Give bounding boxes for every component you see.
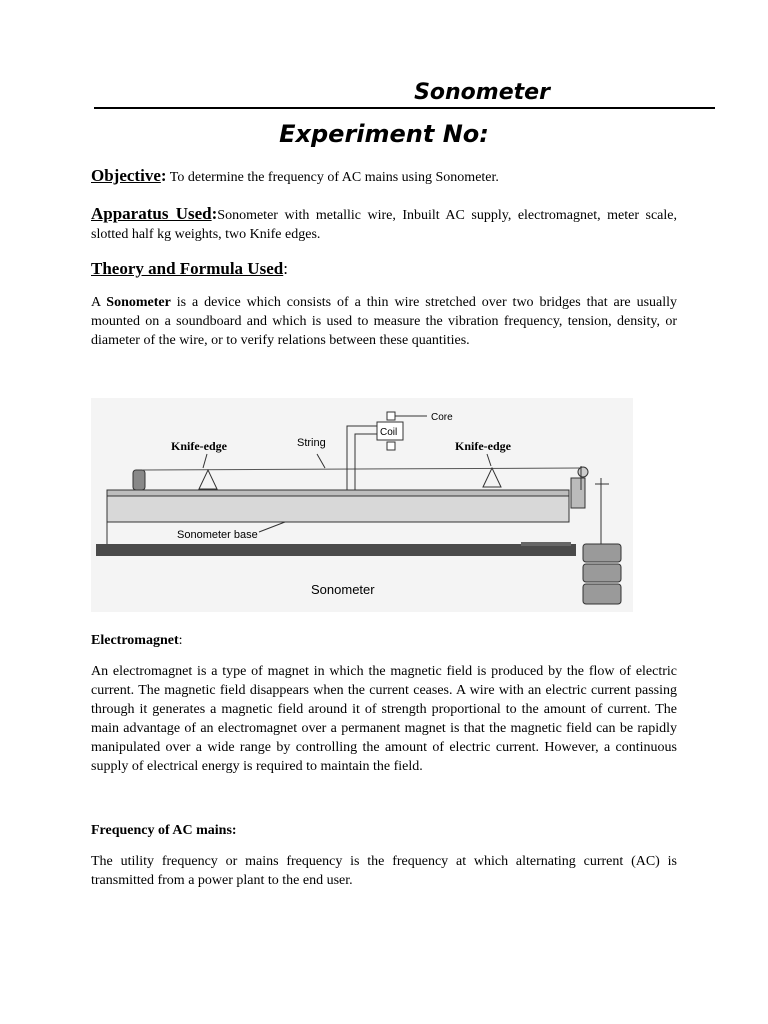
electromagnet-heading-text: Electromagnet [91, 633, 179, 648]
objective-paragraph [91, 166, 677, 187]
ac-mains-paragraph: The utility frequency or mains frequency is the frequency at which alternating current (AC) is transmitted from a power plant to the end user. [91, 854, 677, 888]
ground-base [96, 544, 576, 556]
base-foot [521, 542, 571, 546]
electromagnet-heading [91, 631, 677, 650]
sonometer-box-top [107, 490, 569, 496]
label-sonometer-base: Sonometer base [177, 529, 258, 541]
theory-intro-bold: Sonometer [106, 295, 171, 310]
apparatus-label: Apparatus Used [91, 204, 212, 223]
pulley [578, 467, 588, 477]
core-top [387, 412, 395, 420]
theory-colon: : [283, 259, 288, 278]
sonometer-diagram [91, 398, 633, 612]
label-knife-edge-right: Knife-edge [455, 439, 511, 453]
title-underline [94, 107, 715, 109]
theory-heading [91, 259, 677, 280]
apparatus-text: Sonometer with metallic wire, Inbuilt AC supply, electromagnet, meter scale, slotted half kg weights, two Knife edges. [91, 208, 677, 242]
document-title: Sonometer [414, 80, 550, 105]
apparatus-colon: : [211, 204, 218, 223]
weight-3 [583, 584, 621, 604]
ac-mains-heading [91, 821, 677, 840]
objective-colon: : [160, 166, 167, 185]
core-bottom [387, 442, 395, 450]
ac-mains-heading-text: Frequency of AC mains: [91, 823, 237, 838]
left-peg [133, 470, 145, 490]
label-coil: Coil [380, 427, 398, 438]
objective-text: To determine the frequency of AC mains using Sonometer. [166, 170, 499, 185]
theory-intro-rest: is a device which consists of a thin wire stretched over two bridges that are usually mounted on a soundboard and which is used to measure the vibration frequency, tension, density, or diameter of the wire, or to verify relations between these quantities. [91, 295, 678, 348]
weight-2 [583, 564, 621, 582]
theory-paragraph [91, 293, 677, 350]
theory-label: Theory and Formula Used [91, 259, 284, 278]
label-string: String [297, 437, 326, 449]
electromagnet-colon: : [178, 633, 183, 648]
label-core: Core [431, 412, 453, 423]
apparatus-paragraph [91, 204, 677, 244]
electromagnet-paragraph: An electromagnet is a type of magnet in which the magnetic field is produced by the flow of electric current. The magnetic field disappears when the current ceases. A wire with an electric current passing through it generates a magnetic field around it of strength proportional to the amount of current. The main advantage of an electromagnet over a permanent magnet is that the magnetic field can be rapidly manipulated over a wide range by controlling the amount of electric current. However, a continuous supply of electrical energy is required to maintain the field. [91, 664, 677, 774]
objective-label: Objective [91, 166, 161, 185]
figure-caption: Sonometer [311, 582, 375, 597]
label-knife-edge-left: Knife-edge [171, 439, 227, 453]
weight-1 [583, 544, 621, 562]
experiment-number-heading: Experiment No: [279, 120, 489, 148]
theory-intro-a: A [91, 295, 107, 310]
pulley-bracket [571, 478, 585, 508]
